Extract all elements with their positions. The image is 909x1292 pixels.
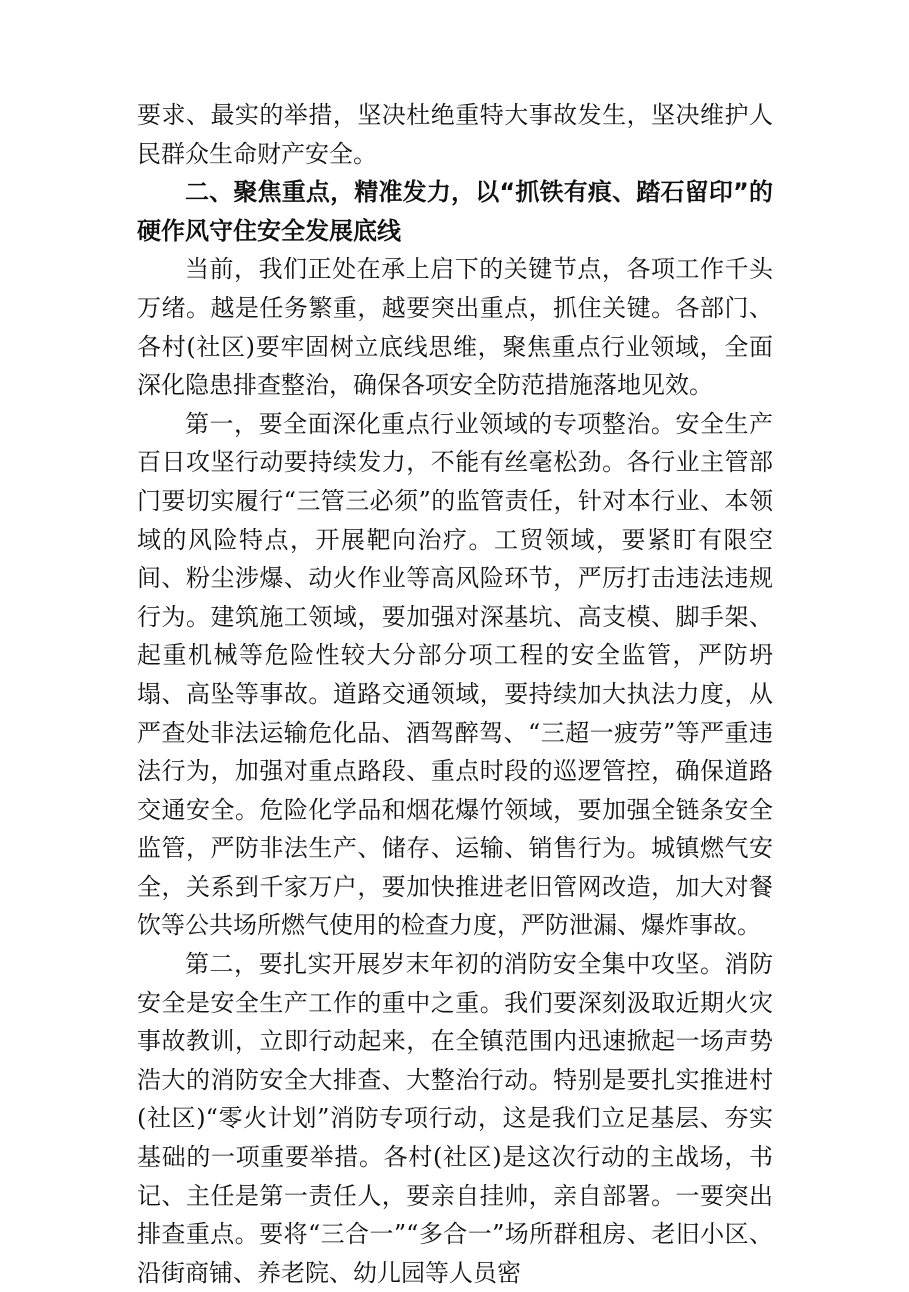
document-page	[137, 96, 773, 1292]
section-heading: 二、聚焦重点，精准发力，以“抓铁有痕、踏石留印”的硬作风守住安全发展底线	[137, 178, 773, 245]
paragraph-point-one: 第一，要全面深化重点行业领域的专项整治。安全生产百日攻坚行动要持续发力，不能有丝毫松劲。各行业主管部门要切实履行“三管三必须”的监管责任，针对本行业、本领域的风险特点，开展靶向治疗。工贸领域，要紧盯有限空间、粉尘涉爆、动火作业等高风险环节，严厉打击违法违规行为。建筑施工领域，要加强对深基坑、高支模、脚手架、起重机械等危险性较大分部分项工程的安全监管，严防坍塌、高坠等事故。道路交通领域，要持续加大执法力度，从严查处非法运输危化品、酒驾醉驾、“三超一疲劳”等严重违法行为，加强对重点路段、重点时段的巡逻管控，确保道路交通安全。危险化学品和烟花爆竹领域，要加强全链条安全监管，严防非法生产、储存、运输、销售行为。城镇燃气安全，关系到千家万户，要加快推进老旧管网改造，加大对餐饮等公共场所燃气使用的检查力度，严防泄漏、爆炸事故。	[137, 409, 773, 940]
paragraph-current-situation: 当前，我们正处在承上启下的关键节点，各项工作千头万绪。越是任务繁重，越要突出重点，抓住关键。各部门、各村(社区)要牢固树立底线思维，聚焦重点行业领域，全面深化隐患排查整治，确保各项安全防范措施落地见效。	[137, 255, 773, 400]
paragraph-continuation: 要求、最实的举措，坚决杜绝重特大事故发生，坚决维护人民群众生命财产安全。	[137, 101, 773, 168]
paragraph-point-two: 第二，要扎实开展岁末年初的消防安全集中攻坚。消防安全是安全生产工作的重中之重。我们要深刻汲取近期火灾事故教训，立即行动起来，在全镇范围内迅速掀起一场声势浩大的消防安全大排查、大整治行动。特别是要扎实推进村(社区)“零火计划”消防专项行动，这是我们立足基层、夯实基础的一项重要举措。各村(社区)是这次行动的主战场，书记、主任是第一责任人，要亲自挂帅，亲自部署。一要突出排查重点。要将“三合一”“多合一”场所群租房、老旧小区、沿街商铺、养老院、幼儿园等人员密	[137, 950, 773, 1287]
